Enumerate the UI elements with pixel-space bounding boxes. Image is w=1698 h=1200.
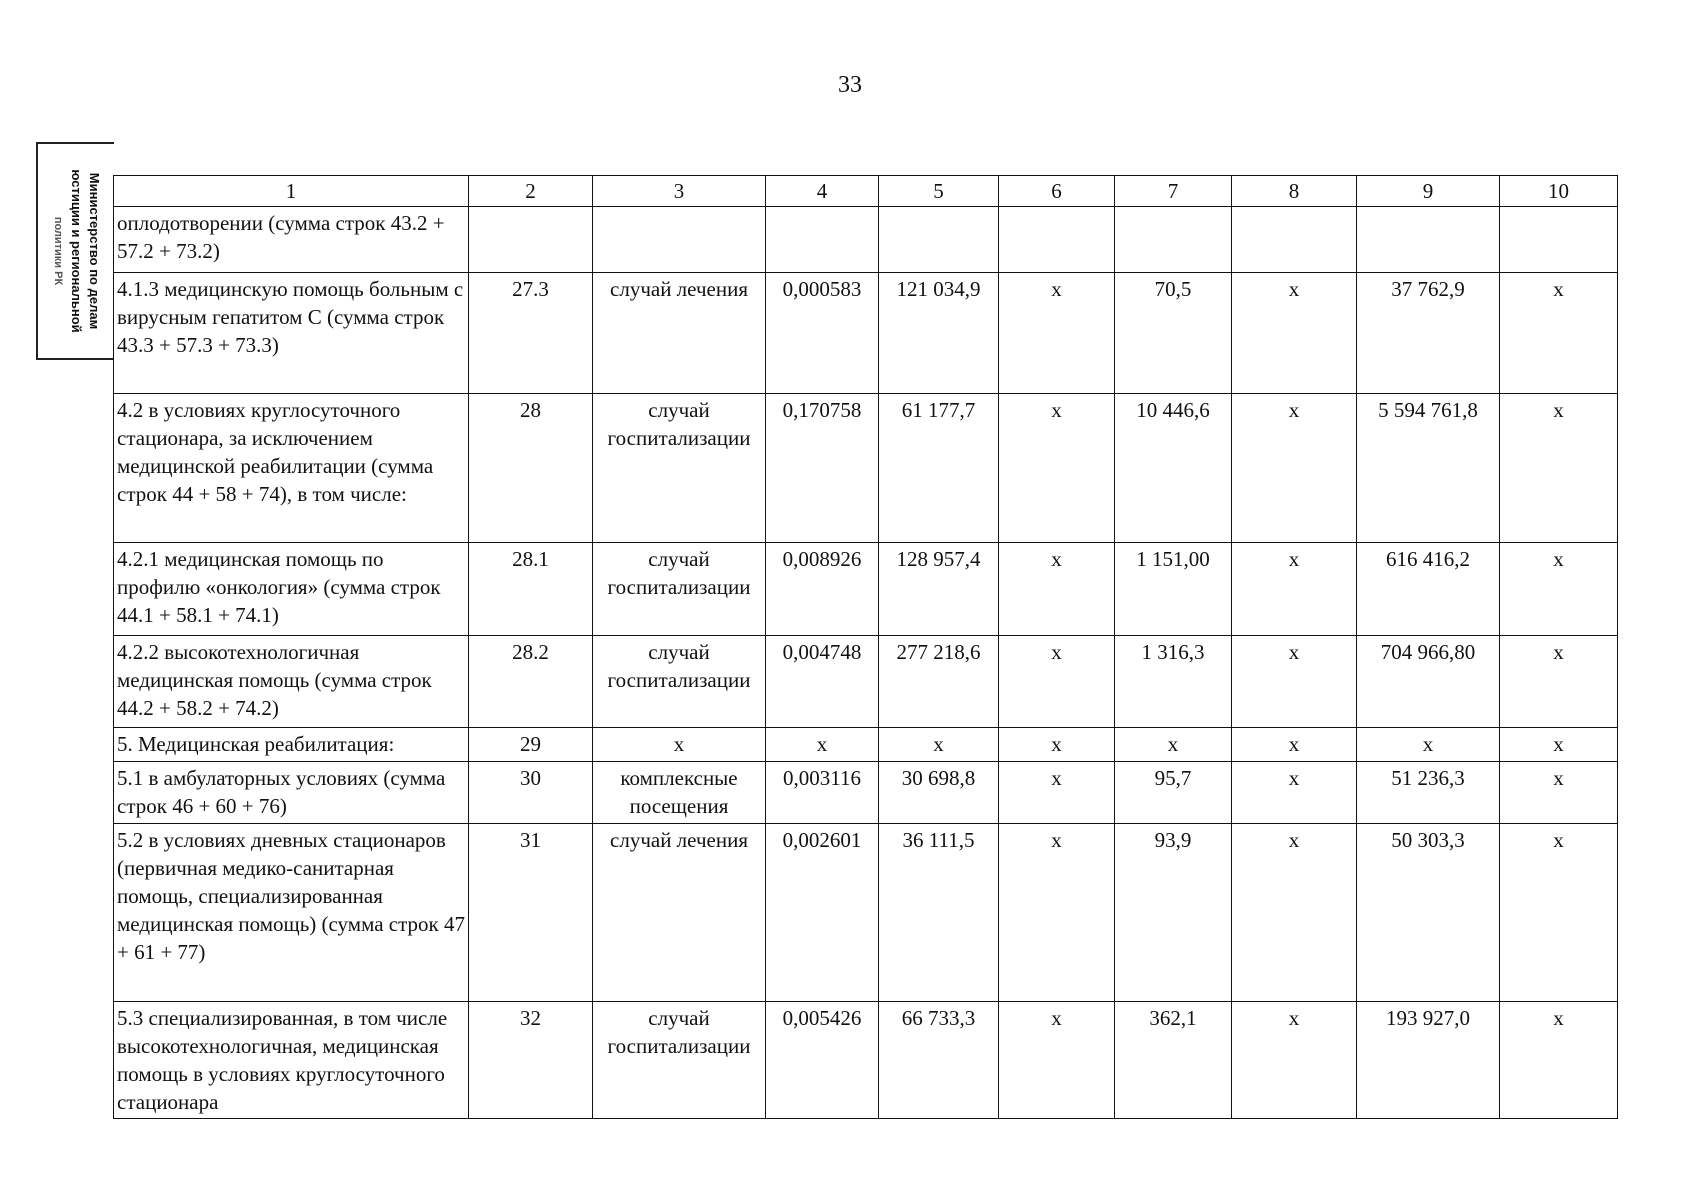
value-cell: х [999, 728, 1115, 762]
unit-cell: случай госпитализации [593, 394, 766, 543]
row-number: 28 [469, 394, 593, 543]
header-row [114, 176, 1618, 207]
value-cell: х [1357, 728, 1500, 762]
value-cell [1115, 207, 1232, 273]
row-label: оплодотворении (сумма строк 43.2 + 57.2 + 73.2) [114, 207, 469, 273]
value-cell: 1 316,3 [1115, 636, 1232, 728]
value-cell: х [766, 728, 879, 762]
data-table [113, 175, 1618, 1119]
value-cell: 93,9 [1115, 824, 1232, 1002]
value-cell: 30 698,8 [879, 762, 999, 824]
value-cell: х [999, 636, 1115, 728]
value-cell: 616 416,2 [1357, 543, 1500, 636]
header-cell-10: 10 [1500, 176, 1618, 207]
value-cell: 70,5 [1115, 273, 1232, 394]
value-cell: х [1232, 762, 1357, 824]
value-cell [1500, 207, 1618, 273]
value-cell: х [1500, 728, 1618, 762]
row-label: 4.1.3 медицинскую помощь больным с вирусным гепатитом С (сумма строк 43.3 + 57.3 + 73.3) [114, 273, 469, 394]
value-cell: х [1232, 394, 1357, 543]
value-cell: х [1500, 824, 1618, 1002]
stamp-line-3: политики РК [52, 216, 64, 286]
row-number: 30 [469, 762, 593, 824]
unit-cell [593, 207, 766, 273]
unit-cell: случай госпитализации [593, 1002, 766, 1119]
row-number [469, 207, 593, 273]
value-cell: 0,003116 [766, 762, 879, 824]
table-row [114, 394, 1618, 543]
row-label: 4.2.1 медицинская помощь по профилю «онкология» (сумма строк 44.1 + 58.1 + 74.1) [114, 543, 469, 636]
unit-cell: х [593, 728, 766, 762]
row-number: 31 [469, 824, 593, 1002]
header-cell-4: 4 [766, 176, 879, 207]
row-label: 5. Медицинская реабилитация: [114, 728, 469, 762]
value-cell: 36 111,5 [879, 824, 999, 1002]
unit-cell: случай лечения [593, 273, 766, 394]
stamp-line-2: юстиции и региональной [69, 169, 84, 333]
value-cell: х [999, 1002, 1115, 1119]
value-cell: 0,005426 [766, 1002, 879, 1119]
table-row [114, 1002, 1618, 1119]
header-cell-7: 7 [1115, 176, 1232, 207]
value-cell: 0,008926 [766, 543, 879, 636]
header-cell-9: 9 [1357, 176, 1500, 207]
row-number: 28.1 [469, 543, 593, 636]
value-cell: х [1500, 1002, 1618, 1119]
value-cell [999, 207, 1115, 273]
unit-cell: случай госпитализации [593, 636, 766, 728]
value-cell: х [879, 728, 999, 762]
value-cell [1357, 207, 1500, 273]
value-cell: х [1500, 273, 1618, 394]
table-row [114, 762, 1618, 824]
value-cell: х [1500, 636, 1618, 728]
value-cell: х [999, 543, 1115, 636]
value-cell: х [1500, 394, 1618, 543]
value-cell: х [1500, 762, 1618, 824]
value-cell: 66 733,3 [879, 1002, 999, 1119]
unit-cell: случай лечения [593, 824, 766, 1002]
value-cell: 362,1 [1115, 1002, 1232, 1119]
row-number: 27.3 [469, 273, 593, 394]
header-cell-5: 5 [879, 176, 999, 207]
value-cell: 5 594 761,8 [1357, 394, 1500, 543]
value-cell: 128 957,4 [879, 543, 999, 636]
header-cell-2: 2 [469, 176, 593, 207]
value-cell: 193 927,0 [1357, 1002, 1500, 1119]
value-cell: х [1232, 1002, 1357, 1119]
value-cell: 1 151,00 [1115, 543, 1232, 636]
row-label: 5.3 специализированная, в том числе высокотехнологичная, медицинская помощь в условиях круглосуточного стационара [114, 1002, 469, 1119]
value-cell: 0,002601 [766, 824, 879, 1002]
value-cell: 121 034,9 [879, 273, 999, 394]
row-number: 28.2 [469, 636, 593, 728]
value-cell: 10 446,6 [1115, 394, 1232, 543]
registration-stamp [36, 142, 114, 360]
table-row [114, 543, 1618, 636]
value-cell: 277 218,6 [879, 636, 999, 728]
value-cell: 37 762,9 [1357, 273, 1500, 394]
value-cell: х [1500, 543, 1618, 636]
row-number: 32 [469, 1002, 593, 1119]
value-cell: 0,004748 [766, 636, 879, 728]
unit-cell: комплексные посещения [593, 762, 766, 824]
value-cell: х [999, 394, 1115, 543]
unit-cell: случай госпитализации [593, 543, 766, 636]
table-row [114, 207, 1618, 273]
row-label: 5.1 в амбулаторных условиях (сумма строк 46 + 60 + 76) [114, 762, 469, 824]
row-number: 29 [469, 728, 593, 762]
value-cell: х [999, 762, 1115, 824]
value-cell: 95,7 [1115, 762, 1232, 824]
table-row [114, 824, 1618, 1002]
value-cell: х [1232, 824, 1357, 1002]
value-cell: х [1232, 636, 1357, 728]
value-cell: 704 966,80 [1357, 636, 1500, 728]
value-cell [879, 207, 999, 273]
value-cell: х [999, 824, 1115, 1002]
value-cell [766, 207, 879, 273]
value-cell: х [1232, 543, 1357, 636]
value-cell [1232, 207, 1357, 273]
value-cell: 51 236,3 [1357, 762, 1500, 824]
header-cell-3: 3 [593, 176, 766, 207]
value-cell: 50 303,3 [1357, 824, 1500, 1002]
value-cell: х [1232, 728, 1357, 762]
table-row [114, 636, 1618, 728]
header-cell-1: 1 [114, 176, 469, 207]
value-cell: 0,000583 [766, 273, 879, 394]
page-number: 33 [838, 72, 862, 98]
table-row [114, 273, 1618, 394]
value-cell: х [999, 273, 1115, 394]
value-cell: 61 177,7 [879, 394, 999, 543]
table-row [114, 728, 1618, 762]
value-cell: х [1115, 728, 1232, 762]
stamp-line-1: Министерство по делам [87, 172, 102, 330]
row-label: 5.2 в условиях дневных стационаров (первичная медико-санитарная помощь, специализированная медицинская помощь) (сумма строк 47 + 61 + 77) [114, 824, 469, 1002]
value-cell: х [1232, 273, 1357, 394]
value-cell: 0,170758 [766, 394, 879, 543]
row-label: 4.2 в условиях круглосуточного стационара, за исключением медицинской реабилитации (сумма строк 44 + 58 + 74), в том числе: [114, 394, 469, 543]
row-label: 4.2.2 высокотехнологичная медицинская помощь (сумма строк 44.2 + 58.2 + 74.2) [114, 636, 469, 728]
header-cell-8: 8 [1232, 176, 1357, 207]
header-cell-6: 6 [999, 176, 1115, 207]
